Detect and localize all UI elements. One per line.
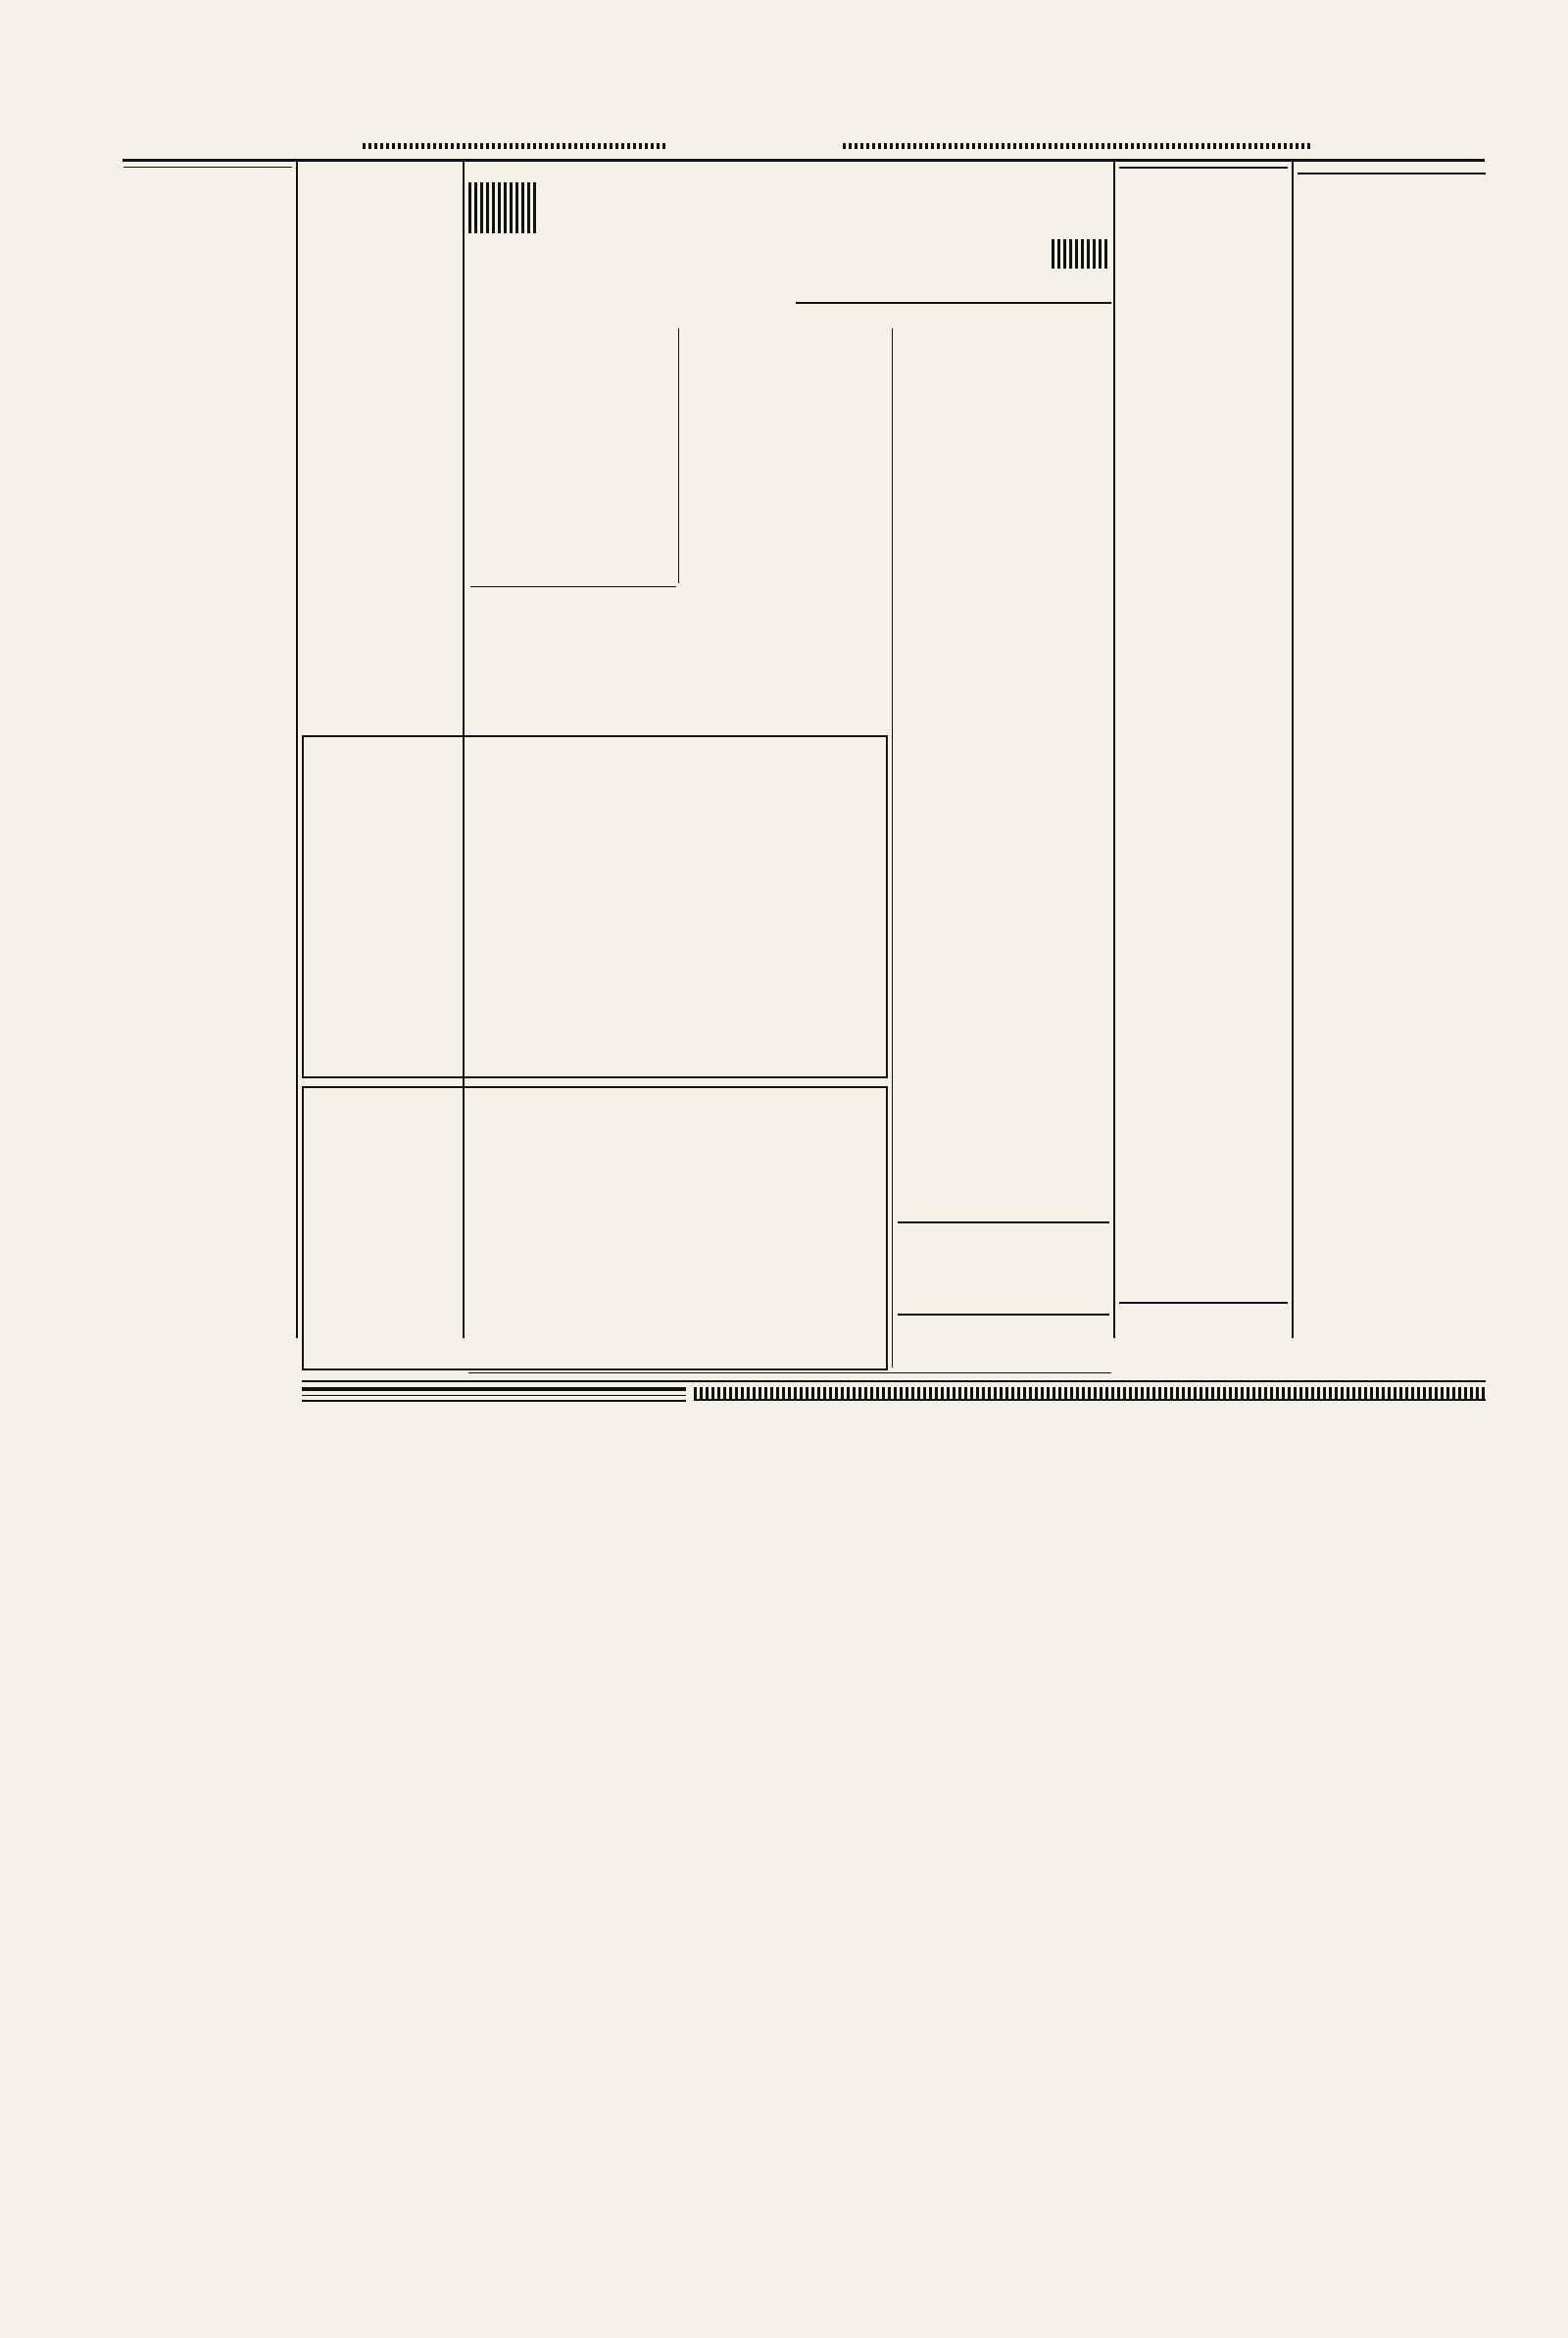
deltia-col-b-head (903, 1400, 1095, 1401)
column-continuation (302, 167, 459, 694)
headline-ornament (468, 182, 537, 233)
center-headline-block (468, 176, 1110, 269)
column-rule (296, 162, 298, 1338)
hermeneia-title-3 (123, 167, 292, 168)
deltia-col-d-head (1289, 1400, 1486, 1401)
stomach-ad (898, 1221, 1109, 1226)
deltia-col-a-head (694, 1400, 902, 1401)
masthead-ornament-left (363, 143, 666, 149)
truth-text-2 (684, 645, 888, 731)
deltia-col-c-head (1096, 1400, 1288, 1401)
corset-ad (302, 1086, 888, 1370)
column-rule (678, 328, 679, 583)
subhead-wrap (796, 302, 1111, 304)
deltia-xrimatistiriou (694, 1387, 1486, 1401)
tutor-ad (898, 1314, 1109, 1318)
oikonomikon-deltion (302, 1387, 686, 1402)
masthead-ornament-right (843, 143, 1313, 149)
headline-ornament (1052, 239, 1110, 269)
truth-text-1 (470, 645, 676, 731)
column-hermeneia (123, 167, 292, 2103)
financial-section-rule (302, 1380, 1486, 1382)
truth-article (470, 586, 676, 597)
clinic-ad (302, 735, 888, 1078)
story-byline (1119, 168, 1288, 169)
column-lottery (1298, 167, 1486, 1382)
article-column-3 (898, 328, 1109, 1368)
column-rule (1113, 162, 1115, 1338)
article-column-1 (470, 328, 674, 583)
section-rule (468, 1372, 1111, 1373)
masthead-rule (122, 159, 1485, 162)
roussos-ad (1119, 1302, 1288, 1304)
column-rule (892, 328, 893, 1368)
column-rule (1292, 162, 1294, 1338)
column-story (1119, 167, 1288, 1382)
